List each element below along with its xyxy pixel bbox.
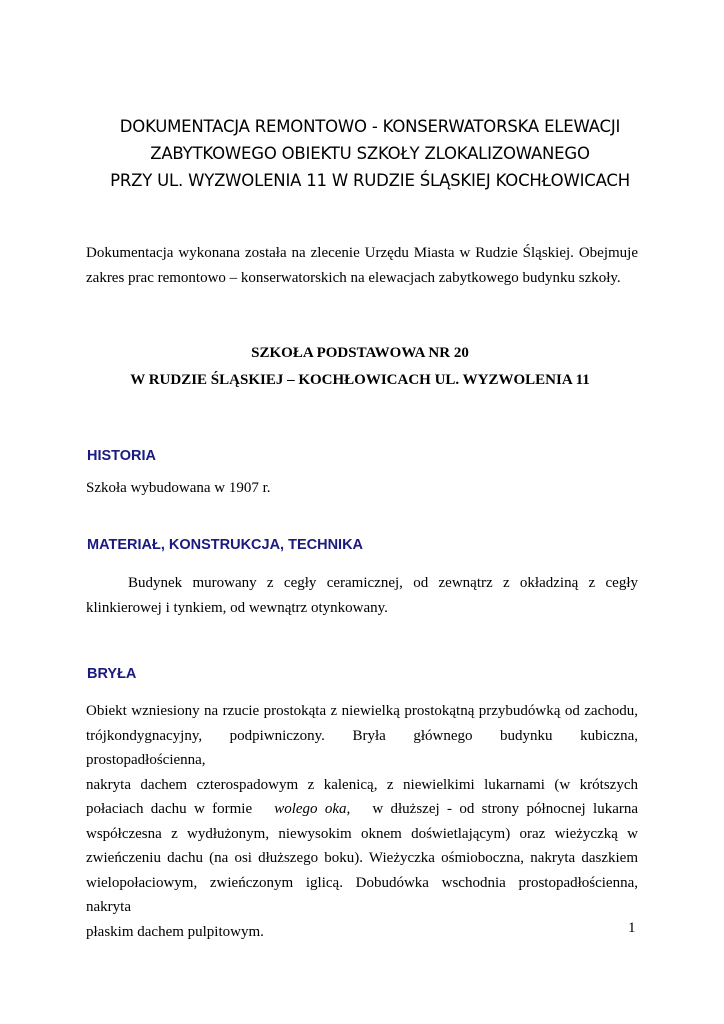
section-heading-historia: HISTORIA	[87, 448, 157, 464]
intro-line-2: zakres prac remontowo – konserwatorskich na elewacjach zabytkowego budynku szkoły.	[86, 269, 621, 286]
historia-text: Szkoła wybudowana w 1907 r.	[86, 480, 271, 496]
material-paragraph	[86, 571, 638, 620]
bryla-line-4	[86, 797, 638, 822]
bryla-line-4-start: połaciach dachu w formie	[86, 801, 253, 817]
document-title-line-3: PRZY UL. WYZWOLENIA 11 W RUDZIE ŚLĄSKIEJ KOCHŁOWICACH	[110, 171, 630, 190]
document-title-line-2: ZABYTKOWEGO OBIEKTU SZKOŁY ZLOKALIZOWANEGO	[150, 144, 590, 163]
bryla-paragraph	[86, 699, 638, 944]
school-name-line-2: W RUDZIE ŚLĄSKIEJ – KOCHŁOWICACH UL. WYZWOLENIA 11	[130, 372, 590, 388]
bryla-line-6: zwieńczeniu dachu (na osi dłuższego boku). Wieżyczka ośmioboczna, nakryta daszkiem	[86, 850, 638, 866]
material-line-2: klinkierowej i tynkiem, od wewnątrz otynkowany.	[86, 599, 388, 616]
bryla-line-8: płaskim dachem pulpitowym.	[86, 923, 264, 940]
section-heading-bryla: BRYŁA	[87, 666, 137, 682]
bryla-line-4-italic: wolego oka,	[274, 801, 351, 817]
school-name-line-1: SZKOŁA PODSTAWOWA NR 20	[251, 345, 469, 361]
intro-paragraph	[86, 241, 638, 290]
bryla-line-5: współczesna z wydłużonym, niewysokim oknem doświetlającym) oraz wieżyczką w	[86, 825, 638, 842]
material-line-1: Budynek murowany z cegły ceramicznej, od zewnątrz z okładziną z cegły	[128, 575, 638, 591]
bryla-line-1: Obiekt wzniesiony na rzucie prostokąta z niewielką prostokątną przybudówką od zachodu,	[86, 703, 638, 719]
bryla-line-3: nakryta dachem czterospadowym z kalenicą, z niewielkimi lukarnami (w krótszych	[86, 776, 638, 793]
bryla-line-2: trójkondygnacyjny, podpiwniczony. Bryła głównego budynku kubiczna, prostopadłościenna,	[86, 727, 638, 768]
page-number: 1	[628, 920, 636, 936]
bryla-line-4-end: w dłuższej - od strony północnej lukarna	[372, 801, 639, 817]
bryla-line-7: wielopołaciowym, zwieńczonym iglicą. Dobudówka wschodnia prostopadłościenna, nakryta	[86, 874, 638, 915]
intro-line-1: Dokumentacja wykonana została na zlecenie Urzędu Miasta w Rudzie Śląskiej. Obejmuje	[86, 245, 638, 261]
document-title-line-1: DOKUMENTACJA REMONTOWO - KONSERWATORSKA ELEWACJI	[119, 117, 621, 136]
section-heading-material: MATERIAŁ, KONSTRUKCJA, TECHNIKA	[87, 537, 364, 553]
